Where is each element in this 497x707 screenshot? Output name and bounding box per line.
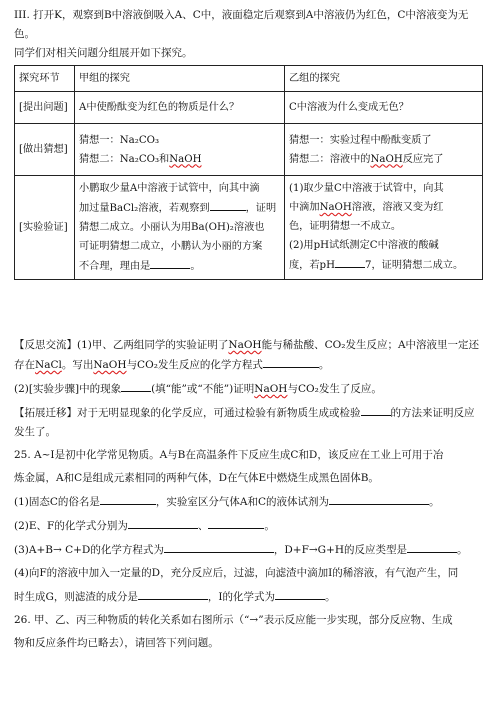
- answer-blank[interactable]: [150, 256, 190, 269]
- question-25-line: (4)向F的溶液中加入一定量的D，充分反应后，过滤，向滤渣中滴加I的稀溶液，有气泡产生，同: [14, 567, 459, 579]
- reflect-line: [14, 403, 486, 423]
- inquiry-table: [14, 65, 483, 280]
- text: 溶液，溶液又变为红: [351, 202, 444, 213]
- text: 猜想二：溶液中的: [289, 153, 371, 165]
- reflect-line: [14, 355, 486, 375]
- text: ，I的化学式为: [207, 591, 276, 603]
- text: 【反思交流】(1)甲、乙两组同学的实验证明了: [14, 339, 229, 351]
- document-page: [14, 6, 486, 653]
- table-cell: A中使酚酞变为红色的物质是什么？: [75, 92, 285, 124]
- text: 。: [318, 359, 330, 371]
- hypothesis-line: 猜想一：Na₂CO₃: [79, 134, 160, 146]
- text: 猜想二：Na₂CO₃和: [79, 153, 170, 165]
- question-26-line: 26. 甲、乙、丙三种物质的转化关系如右图所示（“→”表示反应能一步实现，部分反应物、生成: [14, 614, 453, 626]
- text: ，D+F→G+H的反应类型是: [273, 544, 408, 556]
- table-row: [15, 176, 483, 280]
- text: 时生成G，则滤渣的成分是: [14, 591, 138, 603]
- text: 。: [429, 496, 440, 508]
- table-header-row: [15, 66, 483, 92]
- table-cell: [75, 124, 285, 176]
- formula-wavy: NaOH: [93, 359, 127, 371]
- text: 、: [197, 520, 209, 532]
- answer-blank[interactable]: [263, 355, 319, 368]
- formula-wavy: NaOH: [319, 202, 352, 213]
- answer-blank[interactable]: [210, 198, 246, 211]
- cell-line: [289, 255, 478, 275]
- reflect-line: [14, 336, 486, 355]
- answer-blank[interactable]: [100, 492, 156, 505]
- question-25-line: [14, 516, 486, 536]
- text: 。: [457, 544, 468, 556]
- hypothesis-line: 猜想一：实验过程中酚酞变质了: [289, 134, 432, 146]
- text: 反应完了: [402, 153, 444, 165]
- formula-wavy: NaOH: [254, 383, 288, 395]
- text: ，实验室区分气体A和C的液体试剂为: [155, 496, 330, 508]
- cell-line: 色，证明猜想一不成立。: [289, 221, 402, 232]
- answer-blank[interactable]: [121, 379, 151, 392]
- cell-line: 可证明猜想二成立，小鹏认为小丽的方案: [79, 241, 263, 252]
- cell-line: (1)取少量C中溶液于试管中，向其: [289, 183, 444, 194]
- table-cell: [285, 176, 483, 280]
- text: 的方法来证明反应: [390, 407, 475, 419]
- cell-line: [289, 198, 478, 217]
- answer-blank[interactable]: [275, 587, 325, 600]
- answer-blank[interactable]: [208, 516, 264, 529]
- table-header-cell: 甲组的探究: [75, 66, 285, 92]
- question-25-line: 25. A~I是初中化学常见物质。A与B在高温条件下反应生成C和D，该反应在工业上可用于冶: [14, 449, 444, 461]
- text: 中滴加: [289, 202, 320, 213]
- cell-line: 猜想二成立。小丽认为用Ba(OH)₂溶液也: [79, 222, 265, 233]
- text: (填“能”或“不能”)证明: [151, 383, 255, 395]
- cell-line: [79, 256, 280, 276]
- text: 。: [190, 261, 201, 272]
- table-row: [15, 124, 483, 176]
- text: ，证明: [245, 203, 277, 214]
- answer-blank[interactable]: [407, 540, 457, 553]
- text: 加过量BaCl₂溶液，若观察到: [79, 203, 210, 214]
- text: (2)E、F的化学式分别为: [14, 520, 128, 532]
- question-25-line: [14, 587, 486, 607]
- intro-line: 同学们对相关问题分组展开如下探究。: [14, 47, 193, 59]
- hypothesis-line: [79, 150, 280, 169]
- question-25-line: [14, 492, 486, 512]
- answer-blank[interactable]: [138, 587, 208, 600]
- text: 。: [264, 520, 275, 532]
- cell-line: 小鹏取少量A中溶液于试管中，向其中滴: [79, 183, 260, 194]
- text: (3)A+B→ C+D的化学方程式为: [14, 544, 164, 556]
- table-row-label: [做出猜想]: [15, 124, 75, 176]
- text: 度，若pH: [289, 260, 335, 271]
- question-25-line: 炼金属，A和C是组成元素相同的两种气体，D在气体E中燃烧生成黑色固体B。: [14, 472, 379, 484]
- text: 7，证明猜想二成立。: [364, 260, 464, 271]
- table-row: [15, 92, 483, 124]
- cell-line: [79, 198, 280, 218]
- text: (2)[实验步骤]中的现象: [14, 383, 122, 395]
- text: 与CO₂发生反应的化学方程式: [126, 359, 263, 371]
- text: 。: [325, 591, 336, 603]
- table-cell: [285, 124, 483, 176]
- table-cell: C中溶液为什么变成无色？: [285, 92, 483, 124]
- intro-line: 色。: [14, 28, 35, 40]
- text: 。写出: [61, 359, 94, 371]
- answer-blank[interactable]: [335, 255, 365, 268]
- hypothesis-line: [289, 150, 478, 169]
- reflect-line: 发生了。: [14, 426, 56, 438]
- table-cell: [75, 176, 285, 280]
- question-25-line: [14, 540, 486, 560]
- answer-blank[interactable]: [128, 516, 198, 529]
- table-header-cell: 探究环节: [15, 66, 75, 92]
- formula-wavy: NaOH: [370, 153, 403, 165]
- cell-line: (2)用pH试纸测定C中溶液的酸碱: [289, 240, 439, 251]
- formula-wavy: NaOH: [169, 153, 202, 165]
- answer-blank[interactable]: [329, 492, 429, 505]
- answer-blank[interactable]: [361, 403, 391, 416]
- text: 能与稀盐酸、CO₂发生反应；A中溶液里一定还: [261, 339, 480, 351]
- text: 【拓展迁移】对于无明显现象的化学反应，可通过检验有新物质生成或检验: [14, 407, 361, 419]
- table-row-label: [实验验证]: [15, 176, 75, 280]
- formula-wavy: NaOH: [228, 339, 262, 351]
- table-header-cell: 乙组的探究: [285, 66, 483, 92]
- intro-line: III. 打开K，观察到B中溶液倒吸入A、C中，液面稳定后观察到A中溶液仍为红色，C中溶液变为无: [14, 9, 469, 21]
- text: 存在: [14, 359, 35, 371]
- formula-wavy: NaCl: [35, 359, 62, 371]
- reflect-line: [14, 379, 486, 399]
- text: 与CO₂发生了反应。: [287, 383, 382, 395]
- text: (1)固态C的俗名是: [14, 496, 100, 508]
- text: 不合理，理由是: [79, 261, 151, 272]
- answer-blank[interactable]: [164, 540, 274, 553]
- table-row-label: [提出问题]: [15, 92, 75, 124]
- question-26-line: 物和反应条件均已略去），请回答下列问题。: [14, 637, 219, 649]
